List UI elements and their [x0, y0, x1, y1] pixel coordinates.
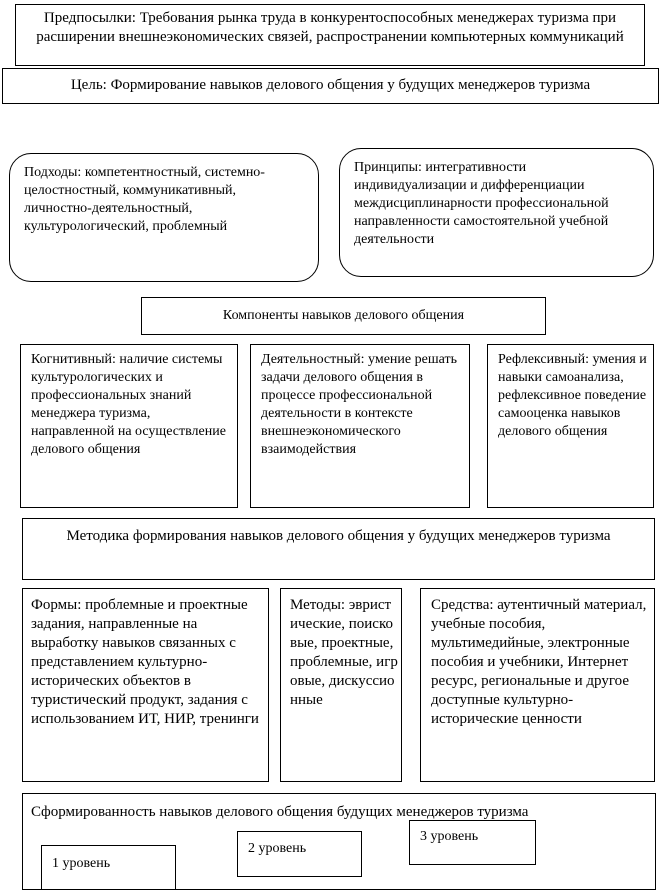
component-cognitive-text: Когнитивный: наличие системы культурологических и профессиональных знаний менеджера туризма, направленной на осуществление делового общения	[31, 352, 226, 457]
components-title: Компоненты навыков делового общения	[222, 308, 465, 323]
method-forms	[22, 588, 269, 782]
method-means-text: Средства: аутентичный материал, учебные пособия, мультимедийные, электронные пособия и учебники, Интернет ресурс, региональные и другое доступные культурно-исторические ценности	[431, 597, 647, 727]
component-activity	[250, 344, 470, 508]
level-2-text: 2 уровень	[248, 841, 307, 856]
component-reflexive	[487, 344, 654, 508]
method-methods-text: Методы: эвристические, поисковые, проектные, проблемные, игровые, дискуссионные	[290, 597, 398, 708]
level-3-box	[409, 820, 536, 865]
goal-box	[2, 68, 659, 104]
result-title: Сформированность навыков делового общения будущих менеджеров туризма	[31, 804, 529, 820]
approaches-box	[9, 153, 319, 282]
level-1-box	[41, 845, 176, 890]
prerequisites-text: Предпосылки: Требования рынка труда в конкурентоспособных менеджерах туризма при расширении внешнеэкономических связей, распространении компьютерных коммуникаций	[36, 10, 624, 45]
approaches-text: Подходы: компетентностный, системно-целостностный, коммуникативный, личностно-деятельностный, культурологический, проблемный	[24, 165, 265, 234]
level-2-box	[237, 831, 362, 877]
component-reflexive-text: Рефлексивный: умения и навыки самоанализа, рефлексивное поведение самооценка навыков делового общения	[498, 352, 647, 439]
component-cognitive	[20, 344, 238, 508]
level-3-text: 3 уровень	[420, 829, 479, 844]
components-title-box	[141, 297, 546, 335]
method-means	[420, 588, 655, 782]
methodology-title-box	[22, 518, 655, 580]
principles-text: Принципы: интегративности индивидуализации и дифференциации междисциплинарности профессиональной направленности самостоятельной учебной деятельности	[354, 160, 609, 247]
prerequisites-box	[15, 4, 645, 66]
goal-text: Цель: Формирование навыков делового общения у будущих менеджеров туризма	[70, 77, 591, 93]
level-1-text: 1 уровень	[52, 856, 111, 871]
component-activity-text: Деятельностный: умение решать задачи делового общения в процессе профессиональной деятельности в контексте внешнеэкономического взаимодействия	[261, 352, 457, 457]
method-forms-text: Формы: проблемные и проектные задания, направленные на выработку навыков связанных с представлением культурно-исторических объектов в туристический продукт, задания с использованием ИТ, НИР, тренинги	[31, 597, 259, 727]
methodology-title: Методика формирования навыков делового общения у будущих менеджеров туризма	[66, 528, 611, 544]
method-methods	[280, 588, 402, 782]
principles-box	[339, 148, 654, 277]
